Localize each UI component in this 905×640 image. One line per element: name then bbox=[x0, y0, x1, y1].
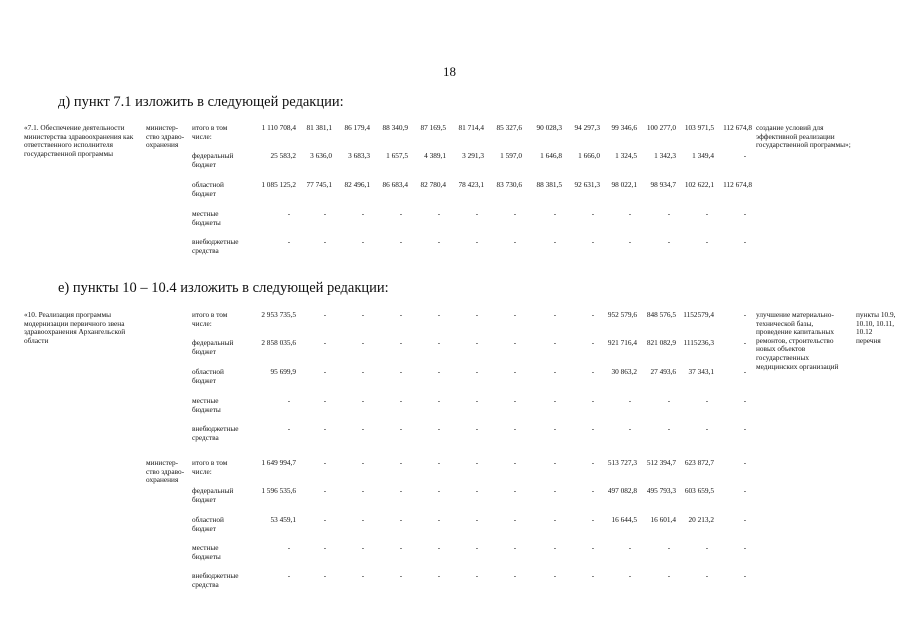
value-cell: 112 674,8 bbox=[723, 180, 752, 189]
value-cell: - bbox=[323, 367, 327, 376]
section-d-note: создание условий для эффективной реализации государственной программы»; bbox=[756, 123, 851, 150]
value-cell: 623 872,7 bbox=[684, 458, 714, 467]
value-cell: - bbox=[323, 396, 327, 405]
value-cell: 1152579,4 bbox=[683, 310, 714, 319]
value-cell: - bbox=[553, 571, 557, 580]
value-cell: - bbox=[628, 209, 632, 218]
value-cell: - bbox=[323, 515, 327, 524]
value-cell: - bbox=[591, 543, 595, 552]
value-cell: 1 110 708,4 bbox=[261, 123, 296, 132]
value-cell: 92 631,3 bbox=[574, 180, 600, 189]
section-d-row-title: «7.1. Обеспечение деятельности министерства здравоохранения как ответственного исполнителя государственной программы bbox=[24, 123, 134, 158]
value-cell: - bbox=[705, 543, 709, 552]
value-cell: 1 649 994,7 bbox=[261, 458, 296, 467]
value-cell: 1 597,0 bbox=[500, 151, 522, 160]
value-cell: 1 324,5 bbox=[615, 151, 637, 160]
value-cell: - bbox=[475, 424, 479, 433]
value-cell: - bbox=[553, 543, 557, 552]
value-cell: 1 657,5 bbox=[386, 151, 408, 160]
value-cell: - bbox=[628, 237, 632, 246]
value-cell: - bbox=[553, 396, 557, 405]
value-cell: - bbox=[361, 571, 365, 580]
section-e-heading: е) пункты 10 – 10.4 изложить в следующей редакции: bbox=[58, 280, 389, 296]
value-cell: - bbox=[323, 424, 327, 433]
line-label: итого в том числе: bbox=[192, 123, 228, 141]
value-cell: 3 683,3 bbox=[348, 151, 370, 160]
value-cell: - bbox=[399, 543, 403, 552]
value-cell: 1 646,8 bbox=[540, 151, 562, 160]
value-cell: - bbox=[361, 396, 365, 405]
value-cell: 20 213,2 bbox=[688, 515, 714, 524]
value-cell: - bbox=[361, 458, 365, 467]
value-cell: - bbox=[553, 486, 557, 495]
value-cell: - bbox=[667, 237, 671, 246]
value-cell: 821 082,9 bbox=[646, 338, 676, 347]
value-cell: - bbox=[513, 543, 517, 552]
value-cell: - bbox=[667, 543, 671, 552]
value-cell: 2 858 035,6 bbox=[261, 338, 296, 347]
value-cell: 86 683,4 bbox=[382, 180, 408, 189]
value-cell: - bbox=[361, 367, 365, 376]
value-cell: - bbox=[287, 424, 291, 433]
value-cell: 952 579,6 bbox=[607, 310, 637, 319]
value-cell: 4 389,1 bbox=[424, 151, 446, 160]
value-cell: - bbox=[591, 396, 595, 405]
value-cell: - bbox=[399, 396, 403, 405]
line-label: федеральный бюджет bbox=[192, 486, 234, 504]
value-cell: - bbox=[475, 458, 479, 467]
value-cell: 848 576,5 bbox=[646, 310, 676, 319]
value-cell: - bbox=[513, 515, 517, 524]
value-cell: - bbox=[323, 237, 327, 246]
line-label: федеральный бюджет bbox=[192, 151, 234, 169]
value-cell: - bbox=[591, 209, 595, 218]
value-cell: 102 622,1 bbox=[684, 180, 714, 189]
value-cell: - bbox=[287, 396, 291, 405]
value-cell: 1 085 125,2 bbox=[261, 180, 296, 189]
section-d-heading: д) пункт 7.1 изложить в следующей редакции: bbox=[58, 94, 344, 110]
line-label: федеральный бюджет bbox=[192, 338, 234, 356]
value-cell: - bbox=[361, 543, 365, 552]
value-cell: - bbox=[513, 310, 517, 319]
value-cell: - bbox=[361, 338, 365, 347]
value-cell: - bbox=[513, 338, 517, 347]
value-cell: - bbox=[399, 424, 403, 433]
value-cell: - bbox=[323, 338, 327, 347]
value-cell: 27 493,6 bbox=[650, 367, 676, 376]
value-cell: - bbox=[705, 396, 709, 405]
value-cell: 81 381,1 bbox=[306, 123, 332, 132]
value-cell: - bbox=[287, 571, 291, 580]
value-cell: - bbox=[361, 237, 365, 246]
value-cell: - bbox=[591, 424, 595, 433]
value-cell: - bbox=[743, 486, 747, 495]
value-cell: - bbox=[743, 338, 747, 347]
line-label: итого в том числе: bbox=[192, 458, 228, 476]
line-label: местные бюджеты bbox=[192, 396, 221, 414]
line-label: областной бюджет bbox=[192, 180, 224, 198]
value-cell: - bbox=[667, 571, 671, 580]
value-cell: - bbox=[743, 424, 747, 433]
value-cell: - bbox=[513, 424, 517, 433]
value-cell: - bbox=[323, 571, 327, 580]
value-cell: 1 666,0 bbox=[578, 151, 600, 160]
value-cell: - bbox=[399, 367, 403, 376]
value-cell: 98 934,7 bbox=[650, 180, 676, 189]
value-cell: - bbox=[705, 237, 709, 246]
value-cell: 37 343,1 bbox=[688, 367, 714, 376]
section-e-note: улучшение материально-технической базы, проведение капитальных ремонтов, строительство новых объектов государственных медицинских организаций bbox=[756, 310, 839, 371]
line-label: внебюджетные средства bbox=[192, 237, 239, 255]
value-cell: 82 780,4 bbox=[420, 180, 446, 189]
value-cell: - bbox=[475, 543, 479, 552]
value-cell: - bbox=[475, 486, 479, 495]
value-cell: - bbox=[667, 396, 671, 405]
value-cell: 1 342,3 bbox=[654, 151, 676, 160]
value-cell: - bbox=[437, 458, 441, 467]
value-cell: 100 277,0 bbox=[646, 123, 676, 132]
value-cell: 99 346,6 bbox=[611, 123, 637, 132]
value-cell: - bbox=[287, 209, 291, 218]
value-cell: - bbox=[553, 515, 557, 524]
value-cell: - bbox=[705, 209, 709, 218]
value-cell: - bbox=[323, 543, 327, 552]
value-cell: 16 601,4 bbox=[650, 515, 676, 524]
value-cell: - bbox=[475, 209, 479, 218]
line-label: областной бюджет bbox=[192, 515, 224, 533]
value-cell: - bbox=[437, 237, 441, 246]
value-cell: - bbox=[513, 237, 517, 246]
value-cell: - bbox=[361, 424, 365, 433]
value-cell: 81 714,4 bbox=[458, 123, 484, 132]
value-cell: - bbox=[437, 396, 441, 405]
value-cell: - bbox=[475, 515, 479, 524]
value-cell: - bbox=[553, 237, 557, 246]
value-cell: 103 971,5 bbox=[684, 123, 714, 132]
value-cell: - bbox=[399, 338, 403, 347]
value-cell: - bbox=[743, 458, 747, 467]
value-cell: 25 583,2 bbox=[270, 151, 296, 160]
value-cell: - bbox=[553, 338, 557, 347]
line-label: внебюджетные средства bbox=[192, 571, 239, 589]
value-cell: - bbox=[553, 424, 557, 433]
value-cell: - bbox=[437, 310, 441, 319]
line-label: итого в том числе: bbox=[192, 310, 228, 328]
value-cell: - bbox=[553, 367, 557, 376]
value-cell: - bbox=[743, 209, 747, 218]
section-e-note2: пункты 10.9, 10.10, 10.11, 10.12 перечня bbox=[856, 310, 896, 345]
value-cell: 98 022,1 bbox=[611, 180, 637, 189]
value-cell: - bbox=[705, 424, 709, 433]
value-cell: 77 745,1 bbox=[306, 180, 332, 189]
value-cell: - bbox=[437, 424, 441, 433]
value-cell: 78 423,1 bbox=[458, 180, 484, 189]
value-cell: - bbox=[399, 458, 403, 467]
value-cell: - bbox=[287, 237, 291, 246]
value-cell: - bbox=[743, 515, 747, 524]
value-cell: 3 291,3 bbox=[462, 151, 484, 160]
value-cell: 2 953 735,5 bbox=[261, 310, 296, 319]
value-cell: - bbox=[513, 209, 517, 218]
value-cell: - bbox=[475, 571, 479, 580]
value-cell: - bbox=[399, 209, 403, 218]
value-cell: - bbox=[323, 458, 327, 467]
value-cell: - bbox=[287, 543, 291, 552]
value-cell: 86 179,4 bbox=[344, 123, 370, 132]
value-cell: - bbox=[399, 237, 403, 246]
value-cell: - bbox=[743, 310, 747, 319]
section-e-row-title: «10. Реализация программы модернизации первичного звена здравоохранения Архангельской области bbox=[24, 310, 126, 345]
line-label: внебюджетные средства bbox=[192, 424, 239, 442]
value-cell: 512 394,7 bbox=[646, 458, 676, 467]
value-cell: 87 169,5 bbox=[420, 123, 446, 132]
value-cell: - bbox=[475, 237, 479, 246]
value-cell: - bbox=[743, 151, 747, 160]
line-label: местные бюджеты bbox=[192, 209, 221, 227]
value-cell: - bbox=[475, 338, 479, 347]
value-cell: 88 381,5 bbox=[536, 180, 562, 189]
value-cell: 1 596 535,6 bbox=[261, 486, 296, 495]
value-cell: - bbox=[475, 310, 479, 319]
value-cell: - bbox=[323, 486, 327, 495]
value-cell: - bbox=[437, 486, 441, 495]
value-cell: - bbox=[628, 396, 632, 405]
value-cell: - bbox=[628, 571, 632, 580]
value-cell: - bbox=[437, 543, 441, 552]
value-cell: - bbox=[743, 367, 747, 376]
value-cell: - bbox=[513, 486, 517, 495]
value-cell: - bbox=[437, 338, 441, 347]
value-cell: - bbox=[399, 515, 403, 524]
value-cell: 95 699,9 bbox=[270, 367, 296, 376]
value-cell: - bbox=[399, 571, 403, 580]
line-label: местные бюджеты bbox=[192, 543, 221, 561]
value-cell: 497 082,8 bbox=[607, 486, 637, 495]
page-number: 18 bbox=[443, 64, 456, 79]
value-cell: 3 636,0 bbox=[310, 151, 332, 160]
value-cell: 495 793,3 bbox=[646, 486, 676, 495]
value-cell: - bbox=[743, 237, 747, 246]
value-cell: - bbox=[553, 209, 557, 218]
value-cell: 112 674,8 bbox=[723, 123, 752, 132]
value-cell: - bbox=[591, 310, 595, 319]
value-cell: 53 459,1 bbox=[270, 515, 296, 524]
value-cell: - bbox=[513, 571, 517, 580]
value-cell: - bbox=[437, 571, 441, 580]
value-cell: - bbox=[628, 543, 632, 552]
value-cell: 1115236,3 bbox=[683, 338, 714, 347]
value-cell: - bbox=[513, 396, 517, 405]
value-cell: 921 716,4 bbox=[607, 338, 637, 347]
value-cell: - bbox=[323, 310, 327, 319]
value-cell: - bbox=[591, 515, 595, 524]
value-cell: 16 644,5 bbox=[611, 515, 637, 524]
value-cell: 1 349,4 bbox=[692, 151, 714, 160]
value-cell: 83 730,6 bbox=[496, 180, 522, 189]
value-cell: - bbox=[475, 396, 479, 405]
value-cell: - bbox=[399, 486, 403, 495]
value-cell: - bbox=[667, 209, 671, 218]
value-cell: 90 028,3 bbox=[536, 123, 562, 132]
value-cell: - bbox=[361, 209, 365, 218]
value-cell: - bbox=[591, 367, 595, 376]
value-cell: - bbox=[437, 515, 441, 524]
value-cell: - bbox=[437, 367, 441, 376]
value-cell: - bbox=[591, 486, 595, 495]
value-cell: - bbox=[743, 543, 747, 552]
value-cell: - bbox=[399, 310, 403, 319]
value-cell: - bbox=[743, 571, 747, 580]
value-cell: - bbox=[361, 310, 365, 319]
value-cell: - bbox=[361, 486, 365, 495]
value-cell: 30 863,2 bbox=[611, 367, 637, 376]
value-cell: - bbox=[553, 310, 557, 319]
value-cell: 85 327,6 bbox=[496, 123, 522, 132]
value-cell: - bbox=[591, 571, 595, 580]
section-d-responsible: министер-ство здраво-охранения bbox=[146, 123, 185, 150]
value-cell: - bbox=[513, 367, 517, 376]
value-cell: - bbox=[667, 424, 671, 433]
value-cell: - bbox=[591, 237, 595, 246]
value-cell: - bbox=[361, 515, 365, 524]
value-cell: 82 496,1 bbox=[344, 180, 370, 189]
value-cell: - bbox=[553, 458, 557, 467]
section-e-sub-responsible: министер-ство здраво-охранения bbox=[146, 458, 185, 485]
value-cell: - bbox=[591, 338, 595, 347]
value-cell: - bbox=[743, 396, 747, 405]
value-cell: 94 297,3 bbox=[574, 123, 600, 132]
value-cell: 513 727,3 bbox=[607, 458, 637, 467]
value-cell: 603 659,5 bbox=[684, 486, 714, 495]
value-cell: - bbox=[591, 458, 595, 467]
value-cell: - bbox=[475, 367, 479, 376]
value-cell: - bbox=[705, 571, 709, 580]
value-cell: 88 340,9 bbox=[382, 123, 408, 132]
value-cell: - bbox=[628, 424, 632, 433]
value-cell: - bbox=[437, 209, 441, 218]
value-cell: - bbox=[323, 209, 327, 218]
value-cell: - bbox=[513, 458, 517, 467]
line-label: областной бюджет bbox=[192, 367, 224, 385]
